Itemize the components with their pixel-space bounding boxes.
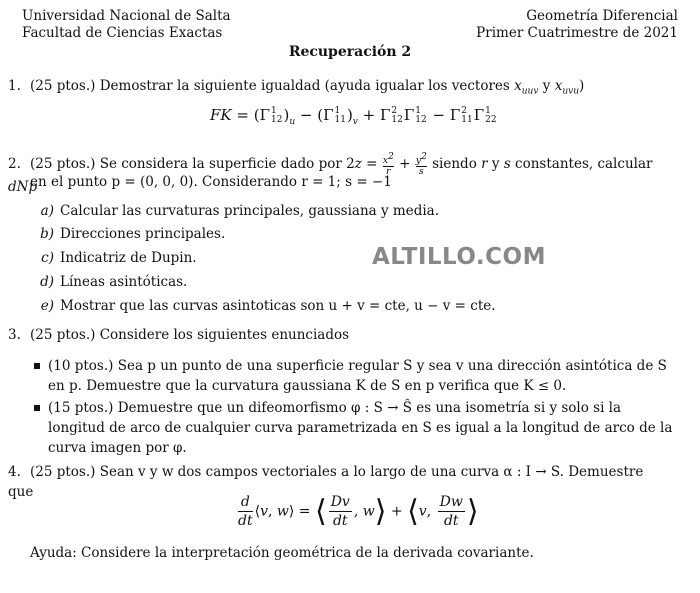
question-2-line2: en el punto p = (0, 0, 0). Considerando r = 1; s = −1 <box>30 174 392 190</box>
university-name: Universidad Nacional de Salta <box>22 8 231 24</box>
question-text: (25 ptos.) Demostrar la siguiente igualdad (ayuda igualar los vectores <box>30 78 510 94</box>
question-number: 4. <box>8 464 21 480</box>
question-number: 2. <box>8 156 21 173</box>
list-item: b) Direcciones principales. <box>40 226 226 242</box>
course-name: Geometría Diferencial <box>526 8 678 24</box>
question-3: 3. (25 ptos.) Considere los siguientes enunciados <box>8 327 350 343</box>
question-number: 3. <box>8 327 21 343</box>
equation-covariant: $\frac{d}{dt}$ ⟨v, w⟩ = ⟨ $\frac{Dv}{dt}$ , w⟩ + ⟨v, $\frac{Dw}{dt}$ ⟩ <box>238 494 479 529</box>
list-item: a) Calcular las curvaturas principales, gaussiana y media. <box>40 203 440 219</box>
faculty-name: Facultad de Ciencias Exactas <box>22 25 223 41</box>
bullet-item: (15 ptos.) Demuestre que un difeomorfismo φ : S → Ŝ es una isometría si y solo si la longitud de arco de cualquier curva parametrizada en S es igual a la longitud de arco de la curva imagen por φ. <box>48 398 673 458</box>
hint-text: Ayuda: Considere la interpretación geométrica de la derivada covariante. <box>30 545 534 561</box>
bullet-item: (10 ptos.) Sea p un punto de una superficie regular S y sea v una dirección asintótica de S en p. Demuestre que la curvatura gaussiana K de S en p verifica que K ≤ 0. <box>48 356 673 396</box>
question-2: 2. (25 ptos.) Se considera la superficie dado por 2z = $\frac{x^2}{r}$ + $\frac{y^2}{s}$ siendo r y s constantes, calcular dNp <box>8 152 653 196</box>
list-item: e) Mostrar que las curvas asintoticas son u + v = cte, u − v = cte. <box>40 298 496 314</box>
list-item: c) Indicatriz de Dupin. <box>41 250 197 266</box>
watermark: ALTILLO.COM <box>372 244 546 270</box>
equation-fk: FK = (Γ1 $12)_u - (\Gamma 1$ $11)_v + \Gamma 2$ 12Γ1 12 − Γ2 11Γ1 22 <box>210 106 497 127</box>
question-1: 1. (25 ptos.) Demostrar la siguiente igualdad (ayuda igualar los vectores $x_{uuv}$ y $x_{uvu}$) <box>8 78 585 97</box>
list-item: d) Líneas asintóticas. <box>40 274 188 290</box>
page-title: Recuperación 2 <box>288 44 412 60</box>
bullet-icon <box>34 405 40 411</box>
question-number: 1. <box>8 78 21 94</box>
term-label: Primer Cuatrimestre de 2021 <box>476 25 678 41</box>
bullet-icon <box>34 363 40 369</box>
question-4: 4. (25 ptos.) Sean v y w dos campos vectoriales a lo largo de una curva α : I → S. Demuestre que <box>8 464 644 500</box>
